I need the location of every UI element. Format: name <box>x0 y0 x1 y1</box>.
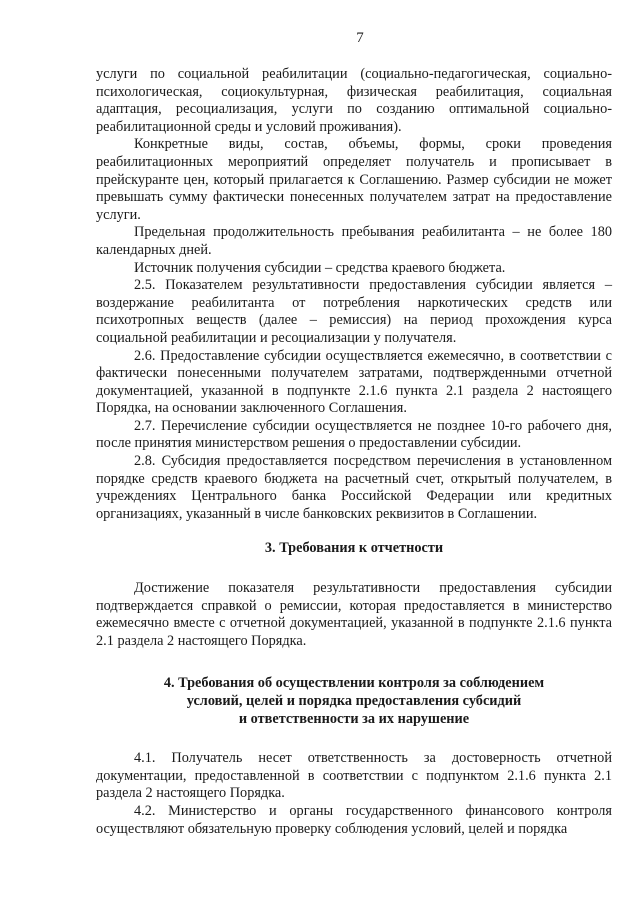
section-4-heading-line-1: 4. Требования об осуществлении контроля за соблюдением <box>163 675 545 692</box>
paragraph-max-duration: Предельная продолжительность пребывания реабилитанта – не более 180 календарных дней. <box>96 224 612 258</box>
paragraph-4-1: 4.1. Получатель несет ответственность за достоверность отчетной документации, предоставленной в соответствии с подпунктом 2.1.6 пункта 2.1 раздела 2 настоящего Порядка. <box>96 750 612 802</box>
section-3-heading: 3. Требования к отчетности <box>264 540 444 557</box>
paragraph-4-2: 4.2. Министерство и органы государственного финансового контроля осуществляют обязательную проверку соблюдения условий, целей и порядка <box>96 802 612 837</box>
section-4-heading-line-2: условий, целей и порядка предоставления субсидий <box>186 693 522 709</box>
paragraph-2-6: 2.6. Предоставление субсидии осуществляется ежемесячно, в соответствии с фактически понесенными получателем затратами, подтвержденными отчетной документацией, указанной в подпункте 2.1.6 пункта 2.1 раздела 2 настоящего Порядка, на основании заключенного Соглашения. <box>96 347 612 417</box>
paragraph-2-8: 2.8. Субсидия предоставляется посредством перечисления в установленном порядке средств краевого бюджета на расчетный счет, открытый получателем, в учреждениях Центрального банка Российской Федерации или кредитных организациях, указанный в числе банковских реквизитов в Соглашении. <box>96 453 612 522</box>
paragraph-rehab-services: услуги по социальной реабилитации (социально-педагогическая, социально-психологическая, социокультурная, физическая реабилитация, социальная адаптация, ресоциализация, услуги по созданию оптимальной социально-реабилитационной среды и условий проживания). <box>96 66 612 135</box>
section-4-heading-line-3: и ответственности за их нарушение <box>238 710 470 727</box>
paragraph-2-7: 2.7. Перечисление субсидии осуществляется не позднее 10-го рабочего дня, после принятия министерством решения о предоставлении субсидии. <box>96 417 612 452</box>
paragraph-rehab-measures: Конкретные виды, состав, объемы, формы, сроки проведения реабилитационных мероприятий определяет получатель и прописывает в прейскуранте цен, который прилагается к Соглашению. Размер субсидии не может превышать сумму фактически понесенных получателем затрат на предоставление услуги. <box>96 136 612 223</box>
paragraph-funding-source: Источник получения субсидии – средства краевого бюджета. <box>134 259 506 276</box>
paragraph-2-5: 2.5. Показателем результативности предоставления субсидии является – воздержание реабилитанта от потребления наркотических средств или психотропных веществ (далее – ремиссия) на период прохождения курса социальной реабилитации и ресоциализации у получателя. <box>96 277 612 346</box>
page-number: 7 <box>356 30 364 46</box>
section-3-paragraph: Достижение показателя результативности предоставления субсидии подтверждается справкой о ремиссии, которая предоставляется в министерство ежемесячно вместе с отчетной документацией, указанной в подпункте 2.1.6 пункта 2.1 раздела 2 настоящего Порядка. <box>96 580 612 649</box>
